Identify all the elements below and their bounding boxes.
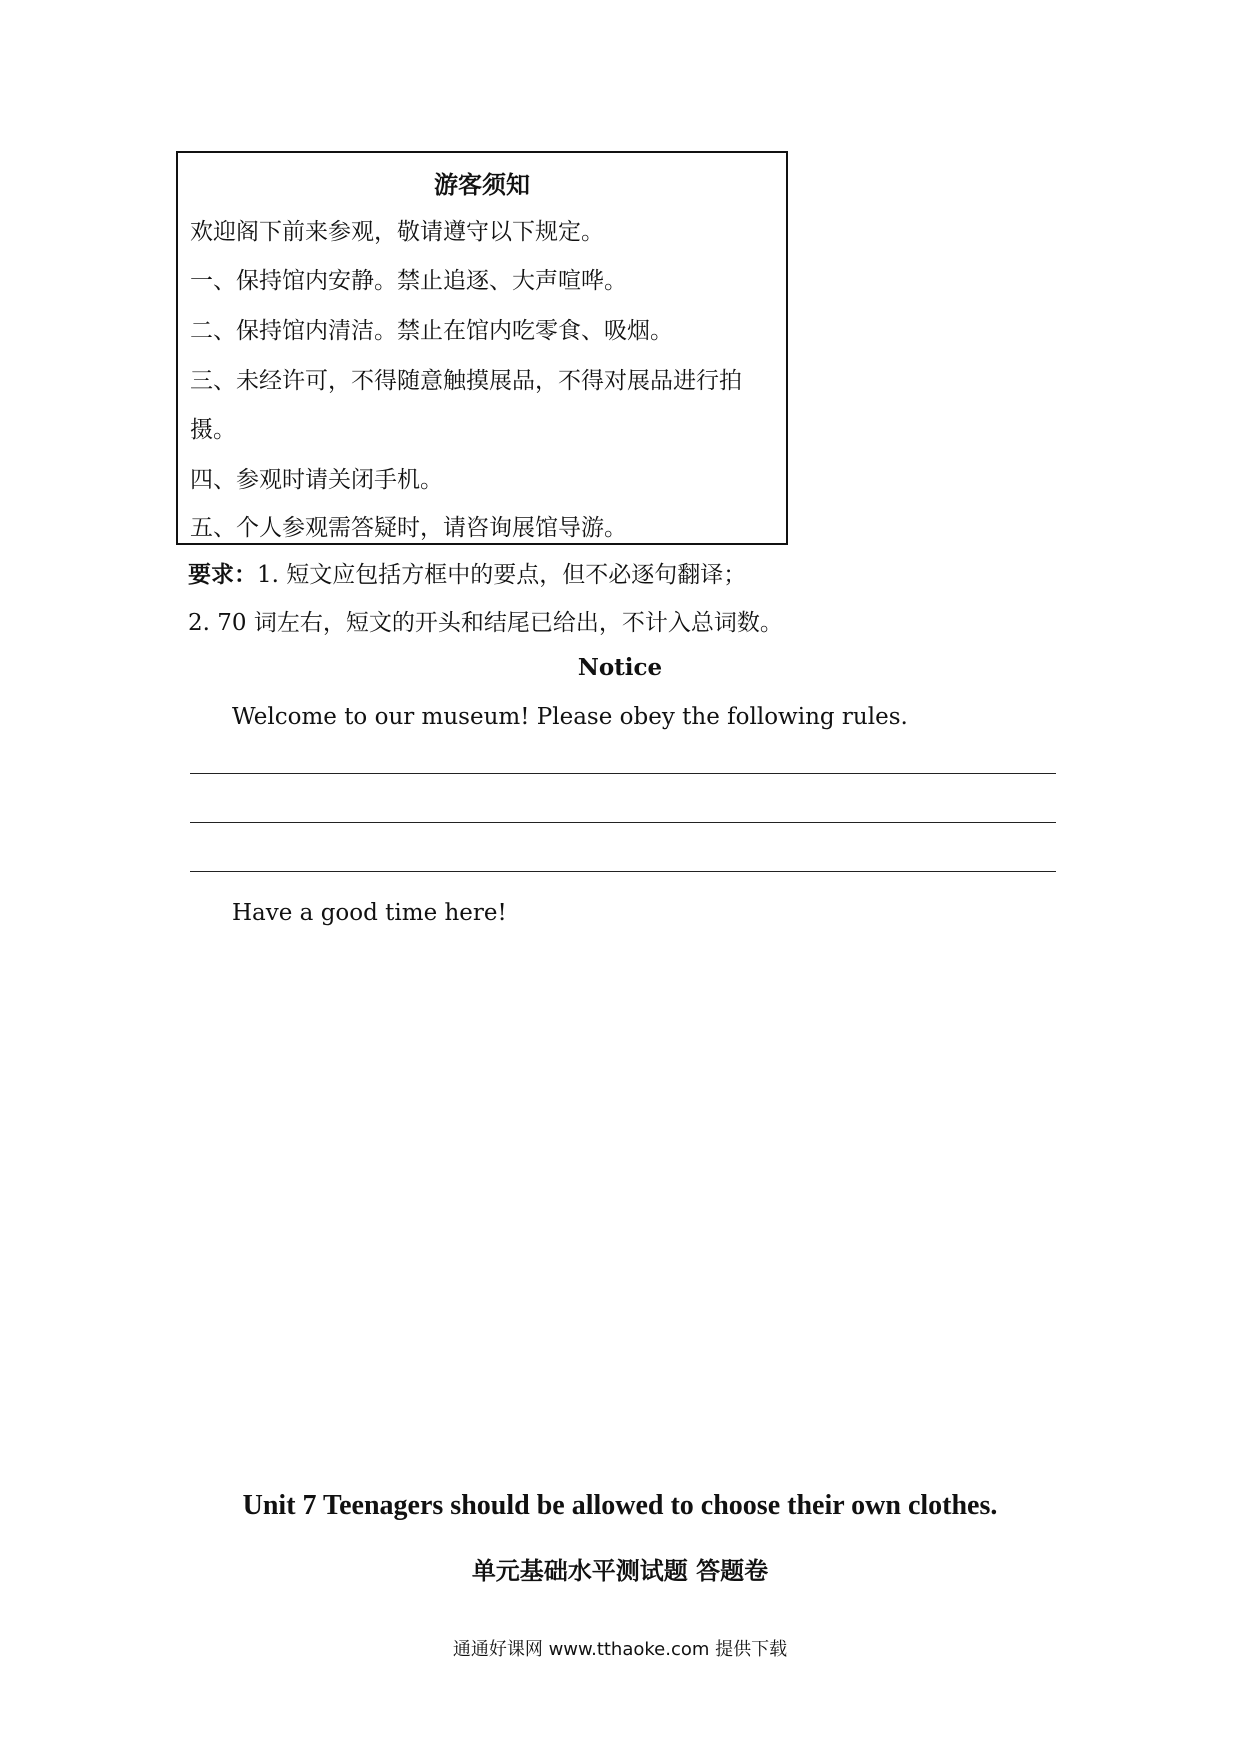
answer-blank-line[interactable] [190,871,1056,872]
requirement-item-2: 2. 70 词左右，短文的开头和结尾已给出，不计入总词数。 [188,610,783,636]
visitor-notice-box [176,151,788,545]
answer-blank-line[interactable] [190,822,1056,823]
answer-blank-line[interactable] [190,773,1056,774]
passage-closing: Have a good time here! [232,900,507,926]
notice-box-line: 三、未经许可，不得随意触摸展品，不得对展品进行拍 [190,368,742,394]
requirement-label: 要求： [188,561,257,588]
notice-box-line: 二、保持馆内清洁。禁止在馆内吃零食、吸烟。 [190,318,673,344]
notice-box-title: 游客须知 [434,170,530,199]
notice-box-line: 一、保持馆内安静。禁止追逐、大声喧哗。 [190,268,627,294]
notice-title: Notice [577,654,663,681]
notice-box-line: 摄。 [190,417,236,443]
requirement-item-1 [188,556,746,589]
footer-credit: 通通好课网 www.tthaoke.com 提供下载 [452,1639,788,1660]
requirement-text: 1. 短文应包括方框中的要点，但不必逐句翻译； [257,562,747,588]
notice-box-line: 五、个人参观需答疑时，请咨询展馆导游。 [190,515,627,541]
passage-opening: Welcome to our museum! Please obey the following rules. [232,704,908,730]
notice-box-line: 欢迎阁下前来参观，敬请遵守以下规定。 [190,219,604,245]
notice-box-line: 四、参观时请关闭手机。 [190,467,443,493]
unit-title: Unit 7 Teenagers should be allowed to choose their own clothes. [242,1490,998,1521]
unit-subtitle: 单元基础水平测试题 答题卷 [471,1556,769,1585]
